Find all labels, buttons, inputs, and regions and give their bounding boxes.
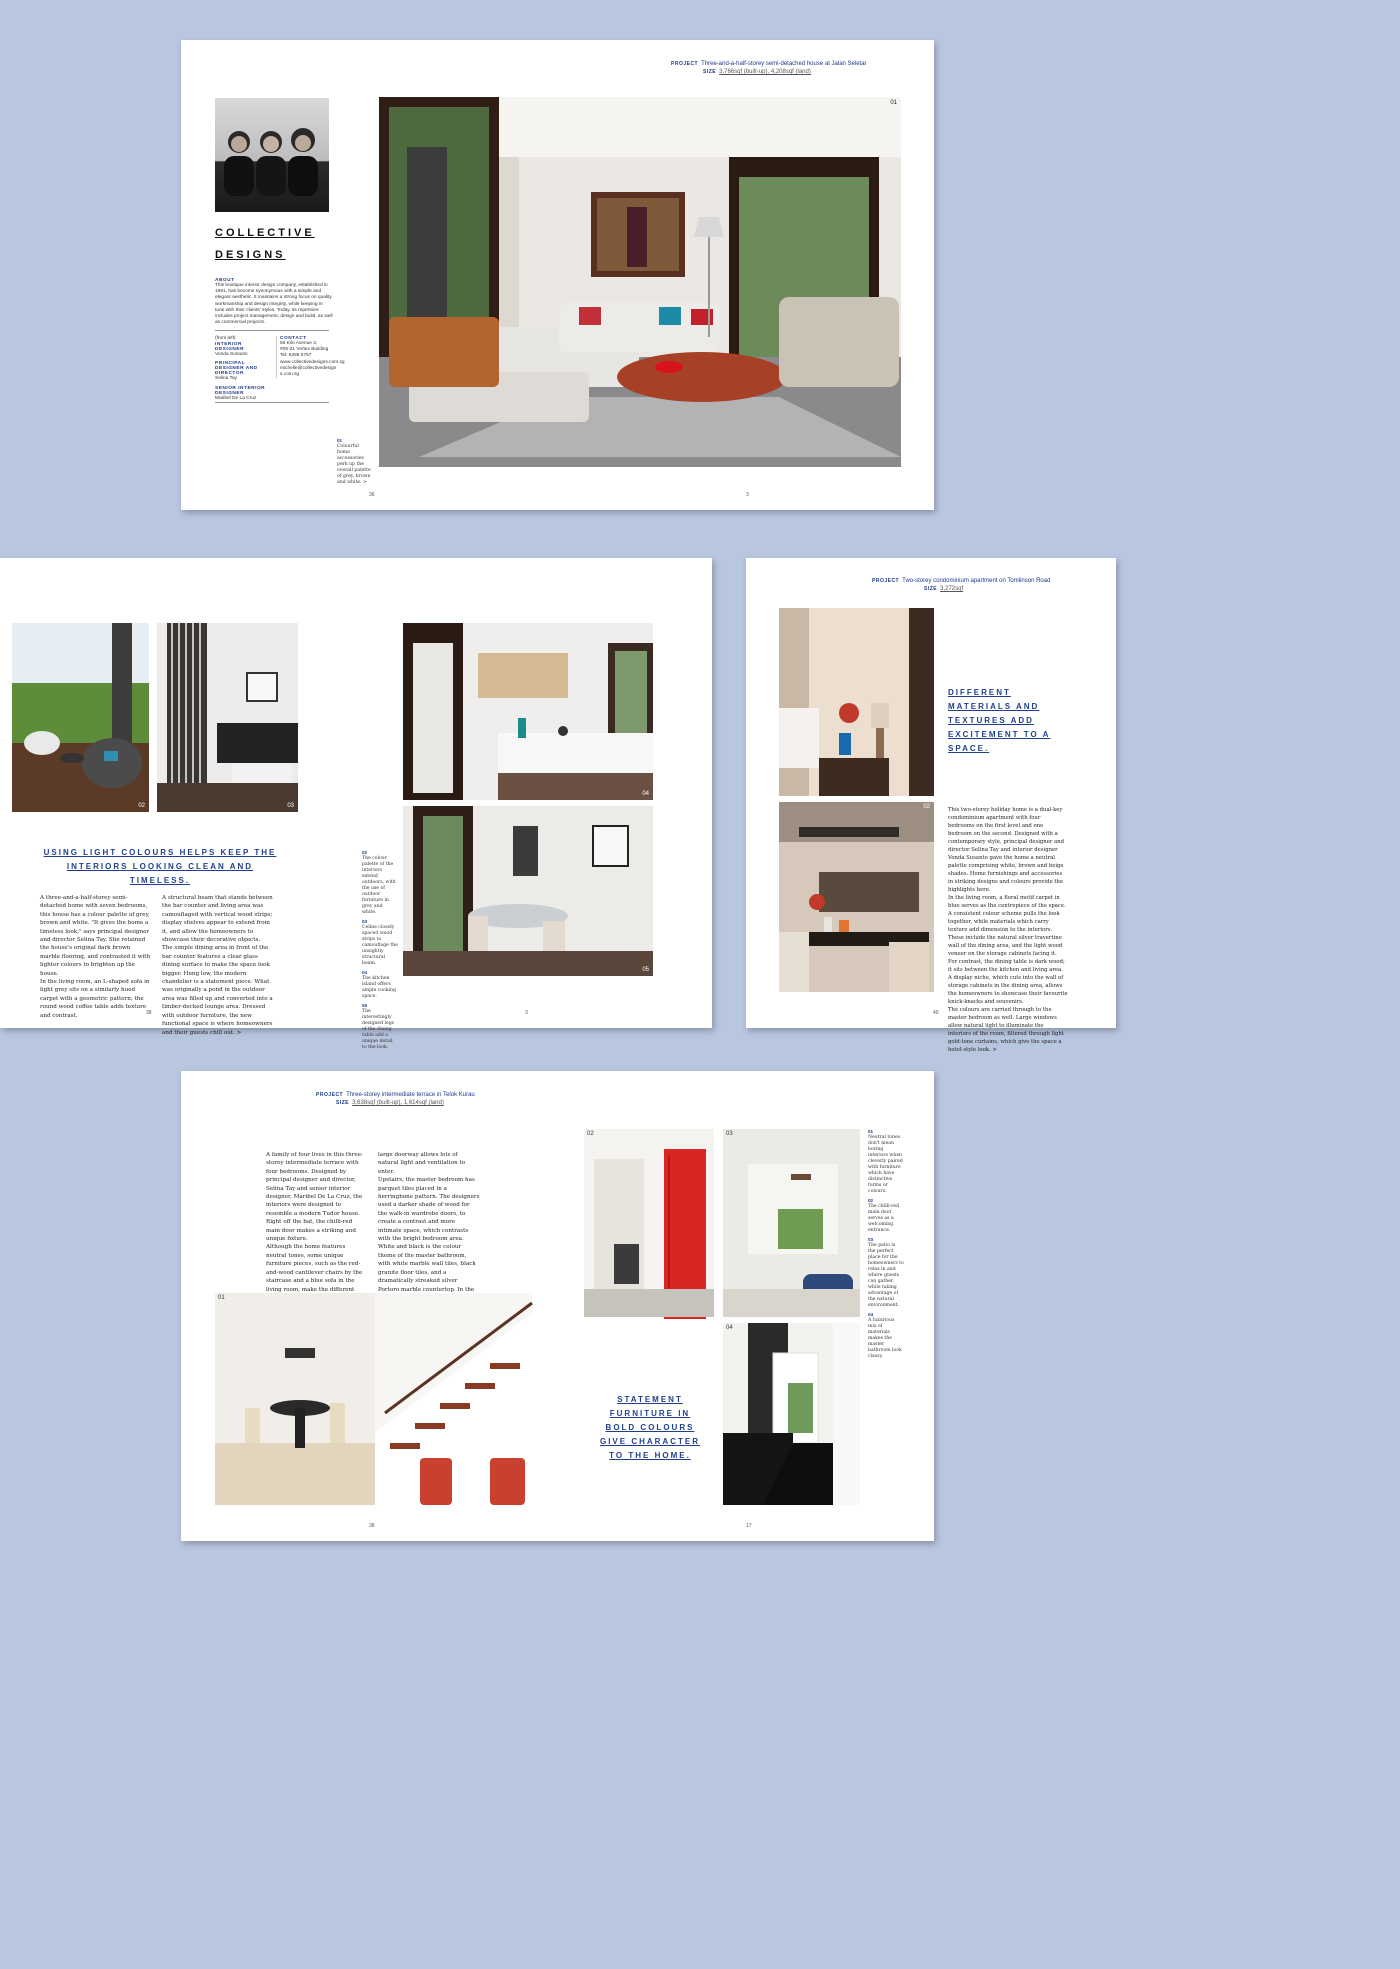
caption-05: 05 The interestingly designed legs of the dining table add a unique detail to the look. xyxy=(362,1003,394,1050)
dining-room-photo xyxy=(779,802,934,992)
page-number: 40 xyxy=(933,1010,939,1016)
red-door-photo xyxy=(584,1129,714,1317)
project-header: PROJECT Three-storey intermediate terrace in Telok Kurau SIZE 3,638sqf (built-up), 1,614sqf (land) xyxy=(316,1092,475,1106)
photo-number: 03 xyxy=(287,803,294,809)
captions xyxy=(362,850,398,1051)
master-bathroom-photo xyxy=(723,1323,860,1505)
body-column-2: large doorway allows lots of natural light and ventilation to enter. Upstairs, the master bedroom has parquet tiles placed in a herringbone pattern. The designers used a darker shade of wood for the walk-in wardrobe doors, to create a contrast and more intimate space, which contrasts with the bright bedroom area. White and black is the colour theme of the master bathroom, with white marble wall tiles, black granite floor tiles, and a dramatically streaked silver Portoro marble countertop. In the xyxy=(378,1152,480,1293)
project-title: Three-and-a-half-storey semi-detached house at Jalan Seletar xyxy=(701,61,867,67)
body-column-1: A family of four lives in this three-storey intermediate terrace with four bedrooms. Designed by principal designer and director, Selina Tay and senior interior designer, Maribel De La Cruz, the interiors were designed to resemble a modern Tudor house. Right off the bat, the chilli-red main door makes a striking and unique fixture. Although the home features neutral tones, some unique furniture pieces, such as the red-and-wood cantilever chairs by the staircase and a blue sofa in the living room, make the different xyxy=(266,1152,363,1293)
photo-number: 02 xyxy=(138,803,145,809)
divider xyxy=(215,402,329,403)
spread-2 xyxy=(0,558,712,1050)
photo-number: 04 xyxy=(642,791,649,797)
page-number-left: 38 xyxy=(369,1523,375,1529)
patio-photo xyxy=(723,1129,860,1317)
spread-4 xyxy=(181,1071,934,1541)
bedroom-photo xyxy=(779,608,934,796)
photo-number: 05 xyxy=(642,967,649,973)
caption-02: 02 The chilli-red main door serves as a welcoming entrance. xyxy=(868,1198,900,1233)
photo-number: 02 xyxy=(587,1131,594,1137)
spread-1 xyxy=(181,40,934,510)
pull-quote: DIFFERENT MATERIALS AND TEXTURES ADD EXCITEMENT TO A SPACE. xyxy=(948,688,1051,753)
pull-quote: STATEMENT FURNITURE IN BOLD COLOURS GIVE CHARACTER TO THE HOME. xyxy=(599,1395,700,1460)
outdoor-lounge-photo xyxy=(12,623,149,812)
caption-03: 03 The patio is the perfect place for the homeowners to relax in and where guests can gather, while taking advantage of the natural environment. xyxy=(868,1237,904,1308)
photo-number: 04 xyxy=(726,1325,733,1331)
spread-3 xyxy=(746,558,1116,1053)
living-room-photo xyxy=(379,97,901,467)
project-size: 3,766sqf (built-up), 4,208sqf (land) xyxy=(719,69,811,75)
divider xyxy=(215,330,329,331)
page-number-left: 38 xyxy=(146,1010,152,1016)
pull-quote: USING LIGHT COLOURS HELPS KEEP THE INTERIORS LOOKING CLEAN AND TIMELESS. xyxy=(43,848,277,885)
project-header: PROJECT Three-and-a-half-storey semi-detached house at Jalan Seletar SIZE 3,766sqf (built-up), 4,208sqf (land) xyxy=(671,61,867,75)
caption-02: 02 The colour palette of the interiors extend outdoors, with the use of outdoor furniture in grey and white. xyxy=(362,850,396,915)
caption-03: 03 Celine closely spaced wood strips to camouflage the unsightly structural beam. xyxy=(362,919,398,966)
photo-number: 02 xyxy=(923,804,930,810)
bar-counter-photo xyxy=(157,623,298,812)
photo-number: 03 xyxy=(726,1131,733,1137)
project-title: Three-storey intermediate terrace in Telok Kurau xyxy=(346,1092,475,1098)
photo-number: 01 xyxy=(218,1295,225,1301)
kitchen-photo xyxy=(403,623,653,800)
contact-block: CONTACT 58 Kilo Avenue 3, #05-21 Vertex Building Tel: 6285 6767 www.collectivedesigns.com.sg michelle@collectivedesigns.com.sg xyxy=(276,336,340,378)
project-size: 3,272sqf xyxy=(940,586,964,592)
project-size: 3,638sqf (built-up), 1,614sqf (land) xyxy=(352,1100,444,1106)
caption-01: 01 Neutral tones don't mean boring interiors when cleverly paired with furniture which have distinctive forms or colours. xyxy=(868,1129,903,1194)
body-column-2: A structural beam that stands between the bar counter and living area was camouflaged with vertical wood strips; display shelves appear to extend from it, and allow the homeowners to showcase their decorative objects. The simple dining area in front of the bar counter features a clear glass dining surface to make the space look bigger. Hung low, the modern chandelier is a statement piece. What was originally a pond in the outdoor area was filled up and converted into a timber-decked lounge area. Dressed with outdoor furniture, the new functional space is where homeowners and their guests chill out. > xyxy=(162,895,273,1036)
dining-staircase-photo xyxy=(215,1293,532,1505)
project-title: Two-storey condominium apartment on Tomlinson Road xyxy=(902,578,1051,584)
body-text: This two-storey holiday home is a dual-key condominium apartment with four bedrooms on the first level and one bedroom on the second. Designed with a contemporary style, principal designer and director Selina Tay and interior designer Vonda Susanto gave the home a neutral palette comprising white, brown and beige shades. Home furnishings and accessories in striking designs and colours provide the highlights here. In the living room, a floral motif carpet in blue serves as the centrepiece of the space. A consistent colour scheme pulls the look together, while materials which carry texture add dimension to the interiors. These include the natural silver travertine wall of the dining area, and the light wood veneer on the storage cabinets facing it. For contrast, the dining table is dark wood; it sits between the kitchen and living area. A display niche, which cuts into the wall of storage cabinets in the dining area, allows the homeowners to showcase their favourite knick-knacks and souvenirs. The colours are carried through to the master bedroom as well. Large windows allow natural light to illuminate the interiors of the room, filtered through light gold-tone curtains, which give the space a hotel-style look. > xyxy=(948,807,1068,1053)
body-column-1: A three-and-a-half-storey semi-detached home with seven bedrooms, this house has a colour palette of grey, brown and white. "It gives the home a timeless look," says principal designer and director Selina Tay. She retained the house's original dark brown marble flooring, and contrasted it with lighter colours to brighten up the house. In the living room, an L-shaped sofa in light grey sits on a similarly hued carpet with a geometric pattern; the round wood coffee table adds texture and contrast. xyxy=(40,895,151,1019)
photo-number: 01 xyxy=(890,100,897,106)
designer-credits: (from left) INTERIOR DESIGNER Vonda Susanto PRINCIPAL DESIGNER AND DIRECTOR Selina Tay SENIOR INTERIOR DESIGNER Maribel De La Cruz xyxy=(215,336,266,401)
photo-caption: 01 Colourful home accessories perk up the overall palette of grey, brown and white. > xyxy=(337,438,371,485)
about-section: ABOUT This boutique interior design company, established in 1991, has become synonymous with a simple and elegant aesthetic. It maintains a strong focus on quality workmanship and design integrity, while keeping in tune with their clients' styles. Today, its repertoire includes project management, design and build, as well as commercial projects. xyxy=(215,278,333,326)
page-number-left: 36 xyxy=(369,492,375,498)
page-number-right: 17 xyxy=(746,1523,752,1529)
firm-name: COLLECTIVE DESIGNS xyxy=(215,227,315,261)
page-number-right: 3 xyxy=(746,492,749,498)
caption-04: 04 A luxurious mix of materials makes the master bathroom look classy. xyxy=(868,1312,902,1359)
project-header: PROJECT Two-storey condominium apartment on Tomlinson Road SIZE 3,272sqf xyxy=(872,578,1051,592)
dining-area-photo xyxy=(403,806,653,976)
page-number-right: 3 xyxy=(525,1010,528,1016)
captions xyxy=(868,1129,904,1360)
designers-portrait xyxy=(215,98,329,212)
caption-04: 04 The kitchen island offers ample cooking space. xyxy=(362,970,396,999)
